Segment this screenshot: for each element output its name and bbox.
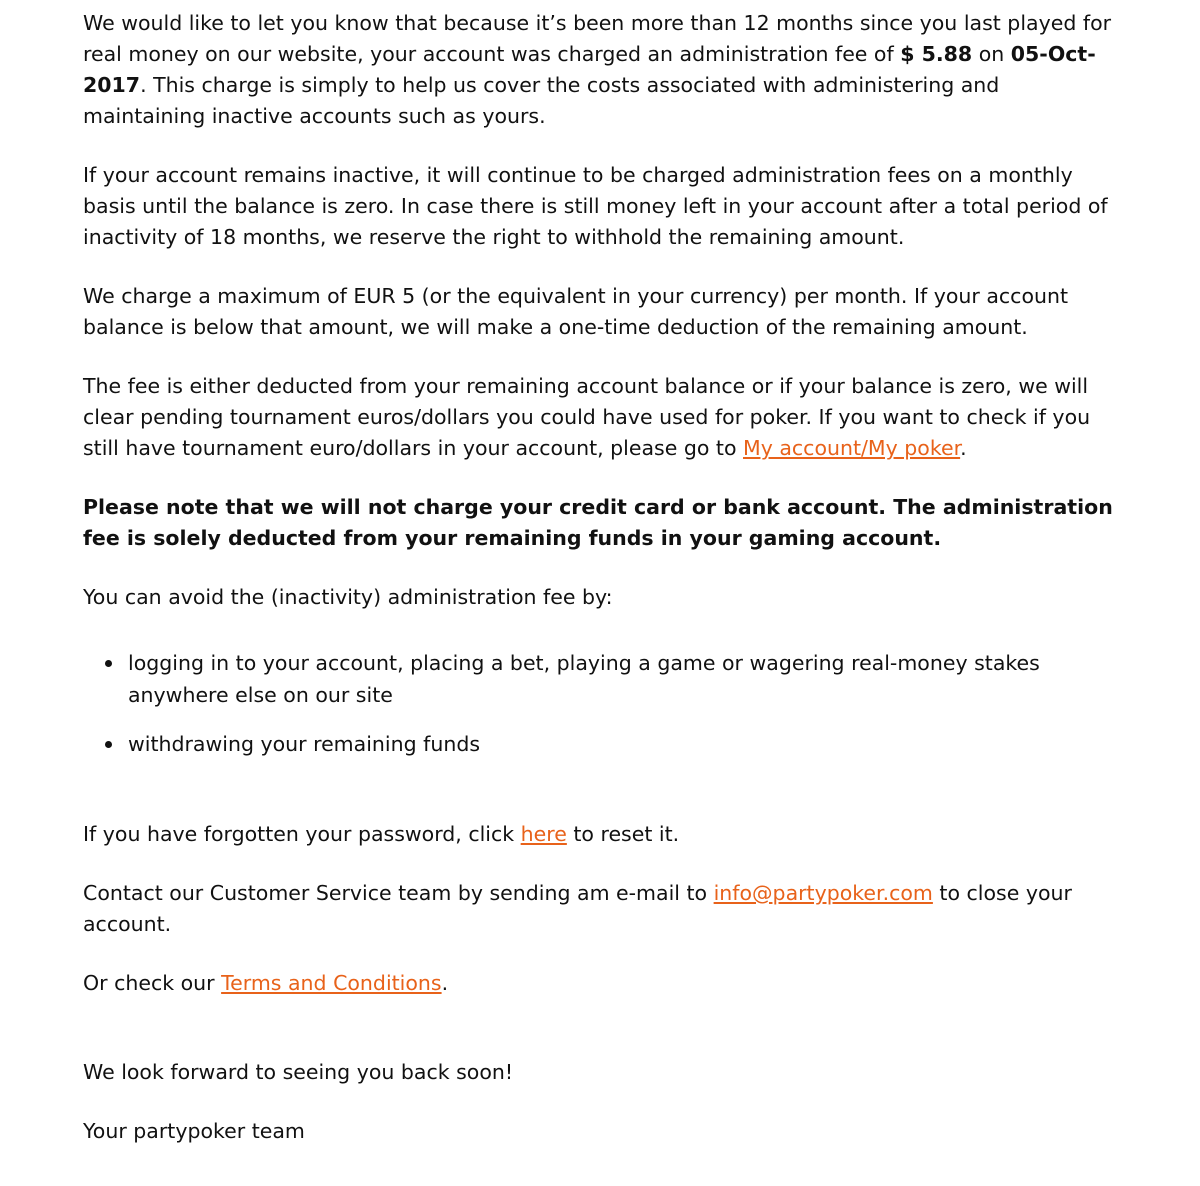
deduction-period: . <box>960 436 967 460</box>
fee-notice-on: on <box>972 42 1011 66</box>
list-item: logging in to your account, placing a bet, playing a game or wagering real-money stakes anywhere else on our site <box>83 647 1123 711</box>
avoid-fee-list <box>83 647 1123 760</box>
contact-text: Contact our Customer Service team by sending am e-mail to <box>83 881 714 905</box>
fee-notice-purpose: . This charge is simply to help us cover the costs associated with administering and maintaining inactive accounts such as yours. <box>83 73 1000 128</box>
closing-line: We look forward to seeing you back soon! <box>83 1060 514 1084</box>
list-item: withdrawing your remaining funds <box>83 728 1123 760</box>
terms-and-conditions-link[interactable]: Terms and Conditions <box>221 971 442 995</box>
password-reset-link[interactable]: here <box>520 822 567 846</box>
contact-paragraph <box>83 878 1123 940</box>
spacer <box>83 1027 1123 1057</box>
terms-after: . <box>441 971 449 995</box>
terms-paragraph <box>83 968 1123 999</box>
fee-notice-text: We would like to let you know that because it’s been more than 12 months since you last played for real money on our website, your account was charged an administration fee of <box>83 11 1112 66</box>
fee-amount: $ 5.88 <box>900 42 973 66</box>
avoid-fee-intro: You can avoid the (inactivity) administration fee by: <box>83 585 613 609</box>
fee-date: 05-Oct-2017 <box>83 42 1096 97</box>
password-reset-text: If you have forgotten your password, click <box>83 822 521 846</box>
no-charge-notice <box>83 492 1123 554</box>
contact-after: to close your account. <box>83 881 1072 936</box>
fee-notice-paragraph <box>83 8 1123 132</box>
deduction-text: The fee is either deducted from your remaining account balance or if your balance is zero, we will clear pending tournament euros/dollars you could have used for poker. If you want to check if you still have tournament euro/dollars in your account, please go to <box>83 374 1091 460</box>
my-account-poker-link[interactable]: My account/My poker <box>743 436 961 460</box>
password-reset-after: to reset it. <box>566 822 680 846</box>
deduction-paragraph <box>83 371 1123 464</box>
maximum-charge-paragraph: We charge a maximum of EUR 5 (or the equivalent in your currency) per month. If your account balance is below that amount, we will make a one-time deduction of the remaining amount. <box>83 284 1069 339</box>
no-charge-notice-text: Please note that we will not charge your credit card or bank account. The administration fee is solely deducted from your remaining funds in your gaming account. <box>83 495 1113 550</box>
terms-text: Or check our <box>83 971 222 995</box>
email-body <box>83 8 1123 1175</box>
password-reset-paragraph <box>83 819 1123 850</box>
spacer <box>83 777 1123 819</box>
support-email-link[interactable]: info@partypoker.com <box>713 881 933 905</box>
signature: Your partypoker team <box>83 1119 305 1143</box>
inactivity-paragraph: If your account remains inactive, it will continue to be charged administration fees on a monthly basis until the balance is zero. In case there is still money left in your account after a total period of inactivity of 18 months, we reserve the right to withhold the remaining amount. <box>83 163 1108 249</box>
